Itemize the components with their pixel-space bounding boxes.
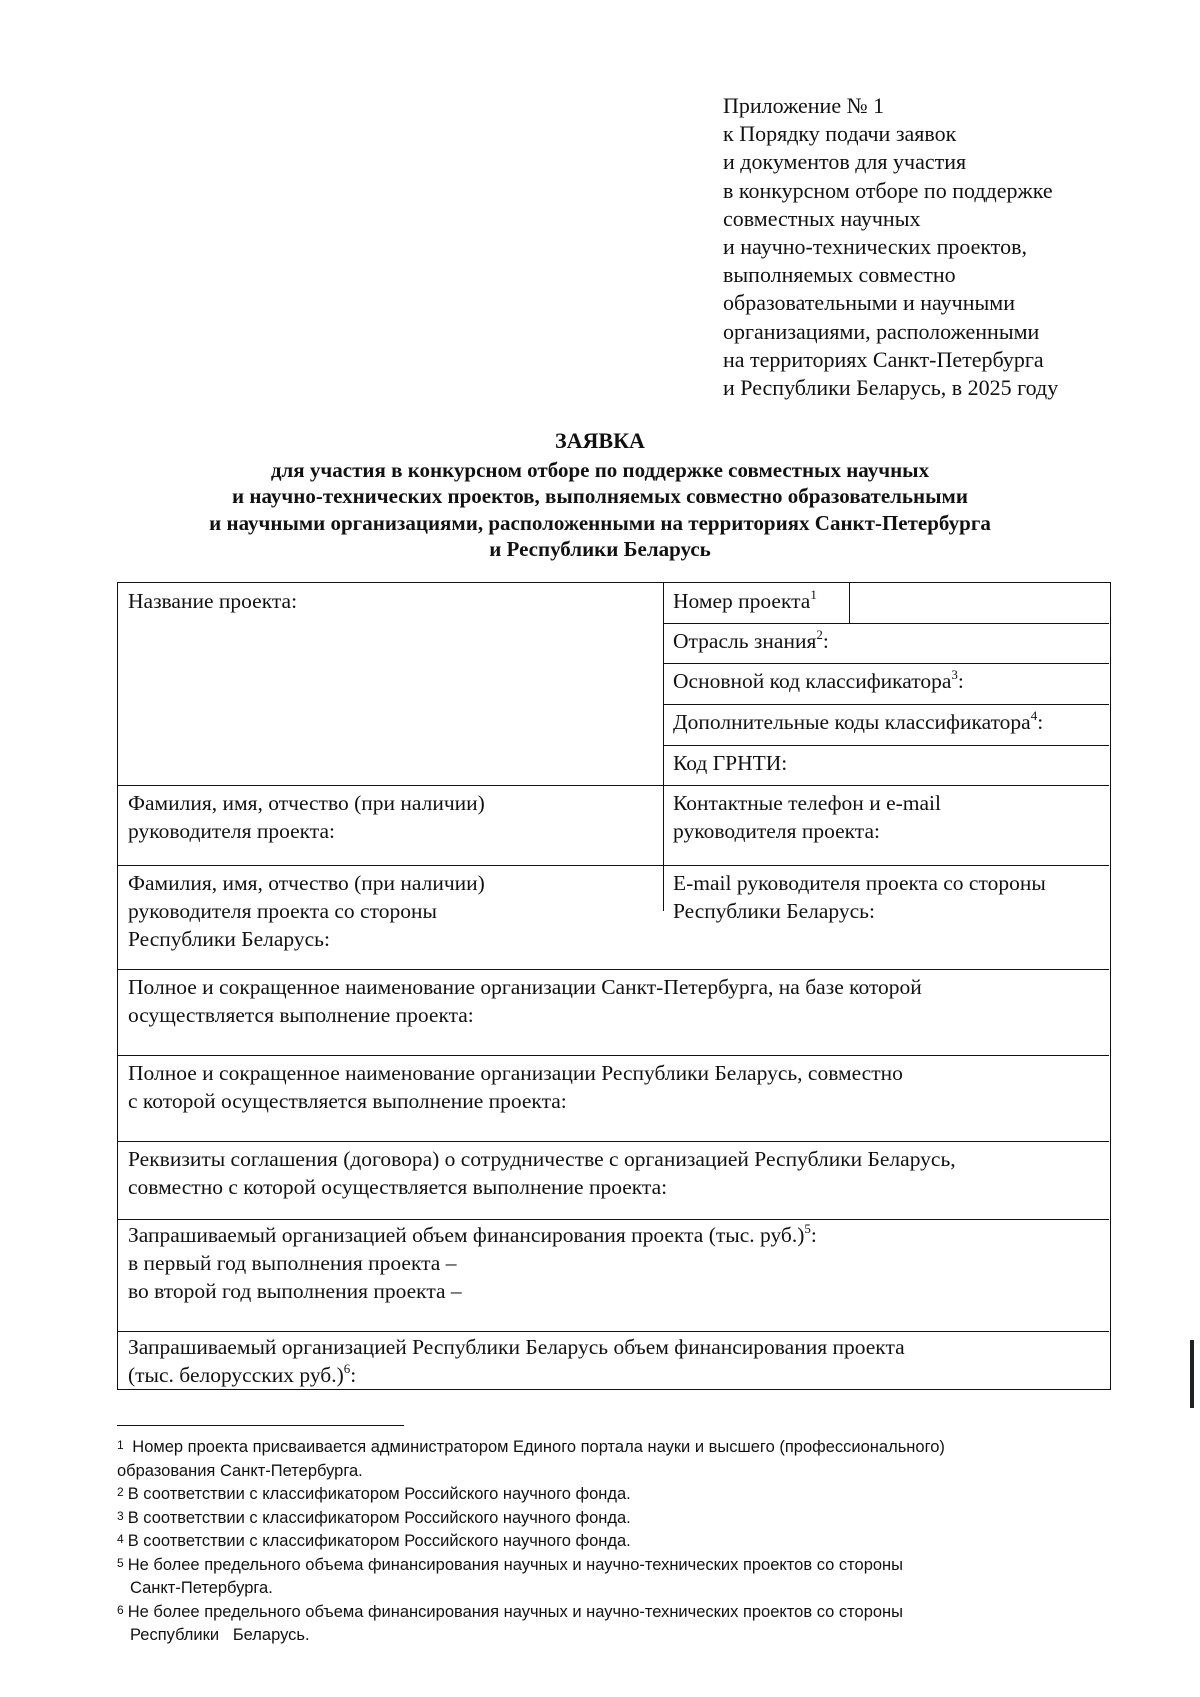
leader-contacts-label: Контактные телефон и e-mail — [673, 791, 941, 815]
footnote-text: Не более предельного объема финансирования научных и научно-технических проектов со стороны — [127, 1602, 904, 1621]
funding-by-cell[interactable]: Запрашиваемый организацией Республики Беларусь объем финансирования проекта (тыс. белорусских руб.)$^6$: — [118, 1331, 1109, 1389]
title-line: и Республики Беларусь — [489, 537, 711, 561]
footnote-ref: 5 — [804, 1220, 811, 1236]
footnote — [117, 1436, 1117, 1483]
appendix-line: и документов для участия — [723, 149, 967, 175]
document-title — [100, 428, 1100, 563]
funding-spb-cell[interactable]: Запрашиваемый организацией объем финансирования проекта (тыс. руб.)$^5$: в первый год выполнения проекта – во второй год выполнения проекта – — [118, 1219, 1109, 1331]
by-org-label: с которой осуществляется выполнение проекта: — [128, 1089, 567, 1113]
project-name-cell[interactable] — [118, 583, 663, 785]
funding-by-label: (тыс. белорусских руб.) — [128, 1363, 344, 1387]
leader-contacts-cell[interactable] — [663, 785, 1109, 865]
footnote — [117, 1483, 1117, 1507]
leader-contacts-label: руководителя проекта: — [673, 819, 880, 843]
title-line: и научно-технических проектов, выполняемых совместно образовательными — [232, 484, 968, 508]
funding-spb-label: Запрашиваемый организацией объем финансирования проекта (тыс. руб.) — [128, 1223, 805, 1247]
footnote-text: Не более предельного объема финансирования научных и научно-технических проектов со стороны — [127, 1555, 904, 1574]
appendix-line: и научно-технических проектов, — [723, 234, 1028, 260]
main-code-label: Основной код классификатора — [673, 669, 952, 693]
footnote-number: 1 — [117, 1438, 124, 1452]
by-org-label: Полное и сокращенное наименование организации Республики Беларусь, совместно — [128, 1061, 903, 1085]
by-leader-name-label: Фамилия, имя, отчество (при наличии) — [128, 871, 485, 895]
application-form-table — [117, 582, 1111, 1390]
footnote-text: Республики Беларусь. — [130, 1626, 310, 1644]
additional-codes-label: Дополнительные коды классификатора — [673, 710, 1031, 734]
footnote-text: Номер проекта присваивается администратором Единого портала науки и высшего (профессионального) — [132, 1438, 945, 1456]
leader-name-cell[interactable] — [118, 785, 663, 865]
project-name-label: Название проекта: — [128, 589, 298, 613]
funding-by-label: Запрашиваемый организацией Республики Беларусь объем финансирования проекта — [128, 1335, 905, 1359]
main-code-cell[interactable]: Основной код классификатора$^3$: — [673, 666, 964, 693]
funding-year2-label: во второй год выполнения проекта – — [128, 1279, 462, 1303]
appendix-line: к Порядку подачи заявок — [723, 121, 957, 147]
by-leader-name-label: Республики Беларусь: — [128, 927, 330, 951]
footnote-ref: 4 — [1030, 707, 1038, 723]
footnote-separator — [117, 1425, 404, 1426]
title-line: для участия в конкурсном отборе по поддержке совместных научных — [270, 457, 930, 482]
by-leader-email-label: Республики Беларусь: — [673, 899, 875, 923]
footnote-ref: 2 — [816, 626, 823, 642]
by-leader-email-cell[interactable] — [663, 865, 1109, 969]
additional-codes-cell[interactable]: Дополнительные коды классификатора$^4$: — [673, 707, 1044, 734]
leader-name-label: Фамилия, имя, отчество (при наличии) — [128, 791, 485, 815]
appendix-line: образовательными и научными — [723, 290, 1015, 316]
appendix-line: на территориях Санкт-Петербурга — [723, 346, 1044, 372]
footnote-number: 2 — [117, 1485, 124, 1499]
footnote — [117, 1530, 1117, 1554]
project-number-label: Номер проекта — [673, 589, 811, 613]
appendix-line: организациями, расположенными — [723, 318, 1040, 344]
field-of-knowledge-label: Отрасль знания — [673, 629, 817, 653]
spb-org-cell[interactable] — [118, 969, 1109, 1055]
spb-org-label: Полное и сокращенное наименование организации Санкт-Петербурга, на базе которой — [128, 975, 922, 999]
title-line: и научными организациями, расположенными на территориях Санкт-Петербурга — [209, 510, 991, 535]
leader-name-label: руководителя проекта: — [128, 819, 335, 843]
grnti-cell[interactable] — [663, 745, 1109, 785]
grnti-label: Код ГРНТИ: — [673, 751, 788, 775]
field-of-knowledge-cell[interactable]: Отрасль знания$^2$: — [673, 626, 829, 653]
appendix-line: совместных научных — [723, 205, 921, 231]
by-leader-email-label: E-mail руководителя проекта со стороны — [673, 871, 1046, 895]
footnote-text: Санкт-Петербурга. — [130, 1579, 273, 1597]
agreement-cell[interactable] — [118, 1141, 1109, 1219]
footnote-number: 4 — [117, 1532, 124, 1546]
project-number-label-cell — [663, 583, 849, 623]
by-org-cell[interactable] — [118, 1055, 1109, 1141]
appendix-line: выполняемых совместно — [723, 262, 956, 288]
footnote-ref: 1 — [810, 586, 817, 602]
footnote-text: образования Санкт-Петербурга. — [117, 1461, 363, 1480]
project-number-value[interactable] — [849, 583, 1109, 623]
footnote-text: В соответствии с классификатором Российского научного фонда. — [127, 1532, 631, 1550]
footnote-number: 3 — [117, 1508, 124, 1523]
title-main: ЗАЯВКА — [555, 428, 645, 453]
appendix-line: в конкурсном отборе по поддержке — [723, 177, 1053, 203]
scan-edge-mark — [1190, 1340, 1194, 1408]
footnote-number: 5 — [117, 1555, 124, 1570]
footnotes — [117, 1436, 1117, 1648]
by-leader-name-cell[interactable] — [118, 865, 663, 969]
footnote — [117, 1554, 1117, 1601]
funding-year1-label: в первый год выполнения проекта – — [128, 1251, 457, 1275]
footnote-ref: 6 — [343, 1360, 351, 1376]
footnote-text: В соответствии с классификатором Российского научного фонда. — [127, 1508, 631, 1527]
footnote-number: 6 — [117, 1602, 124, 1617]
agreement-label: Реквизиты соглашения (договора) о сотрудничестве с организацией Республики Беларусь, — [128, 1147, 956, 1171]
footnote-text: В соответствии с классификатором Российского научного фонда. — [127, 1485, 631, 1503]
appendix-line: Приложение № 1 — [723, 93, 885, 118]
appendix-header — [723, 92, 1123, 402]
spb-org-label: осуществляется выполнение проекта: — [128, 1003, 474, 1027]
footnote — [117, 1601, 1117, 1648]
by-leader-name-label: руководителя проекта со стороны — [128, 899, 437, 923]
appendix-line: и Республики Беларусь, в 2025 году — [723, 375, 1059, 401]
footnote — [117, 1507, 1117, 1531]
agreement-label: совместно с которой осуществляется выполнение проекта: — [128, 1175, 668, 1199]
footnote-ref: 3 — [951, 666, 958, 682]
